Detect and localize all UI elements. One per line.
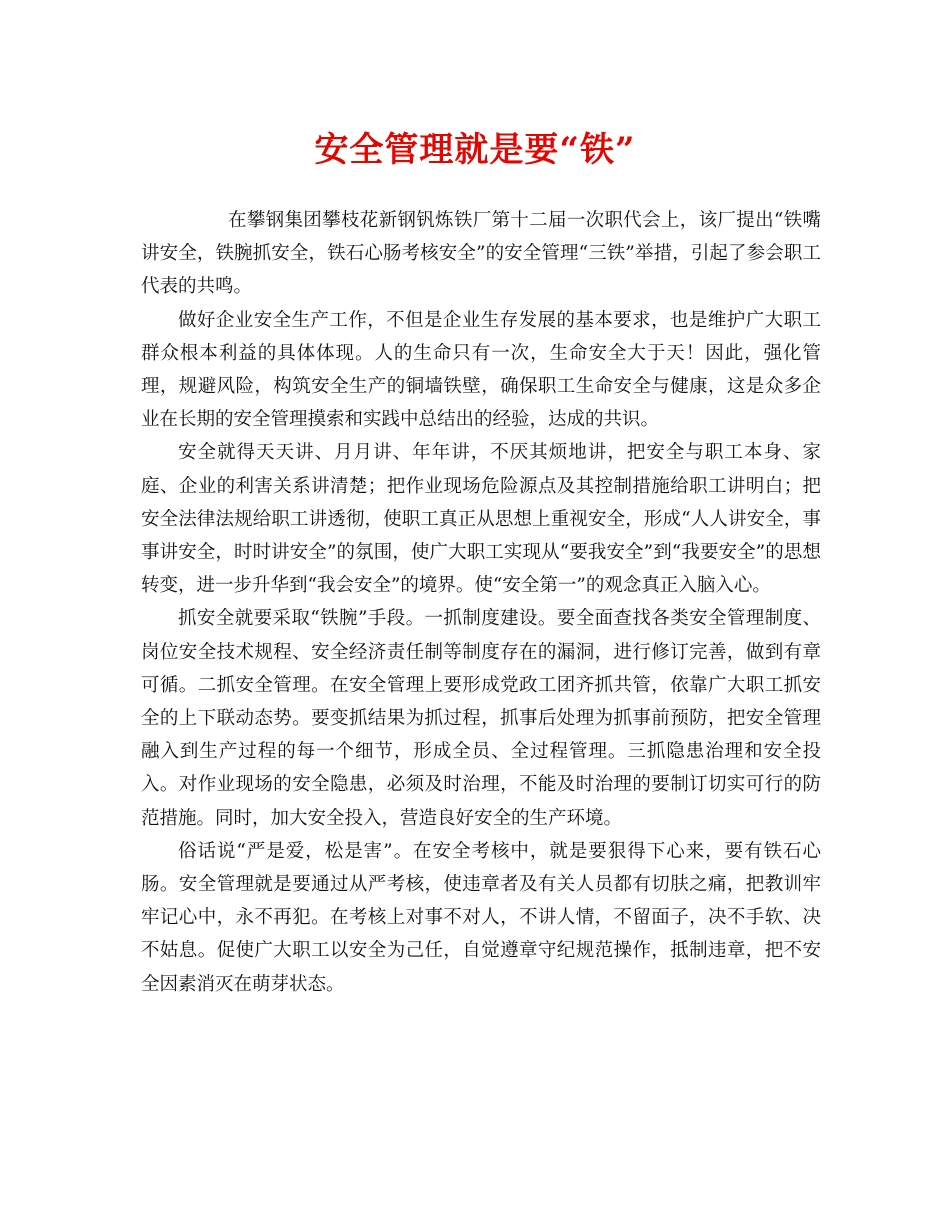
paragraph-5: 俗话说“严是爱，松是害”。在安全考核中，就是要狠得下心来，要有铁石心肠。安全管理就是要通过从严考核，使违章者及有关人员都有切肤之痛，把教训牢牢记心中，永不再犯。在考核上对事不对人，不讲人情，不留面子，决不手软、决不姑息。促使广大职工以安全为己任，自觉遵章守纪规范操作，抵制违章，把不安全因素消灭在萌芽状态。 [141,840,821,995]
paragraph-2: 做好企业安全生产工作，不但是企业生存发展的基本要求，也是维护广大职工群众根本利益的具体体现。人的生命只有一次，生命安全大于天！因此，强化管理，规避风险，构筑安全生产的铜墙铁壁，确保职工生命安全与健康，这是众多企业在长期的安全管理摸索和实践中总结出的经验，达成的共识。 [141,309,821,431]
paragraph-4: 抓安全就要采取“铁腕”手段。一抓制度建设。要全面查找各类安全管理制度、岗位安全技术规程、安全经济责任制等制度存在的漏洞，进行修订完善，做到有章可循。二抓安全管理。在安全管理上要形成党政工团齐抓共管，依靠广大职工抓安全的上下联动态势。要变抓结果为抓过程，抓事后处理为抓事前预防，把安全管理融入到生产过程的每一个细节，形成全员、全过程管理。三抓隐患治理和安全投入。对作业现场的安全隐患，必须及时治理，不能及时治理的要制订切实可行的防范措施。同时，加大安全投入，营造良好安全的生产环境。 [141,608,821,829]
paragraph-1: 在攀钢集团攀枝花新钢钒炼铁厂第十二届一次职代会上，该厂提出“铁嘴讲安全，铁腕抓安全，铁石心肠考核安全”的安全管理“三铁”举措，引起了参会职工代表的共鸣。 [141,210,821,298]
document-title: 安全管理就是要“铁” [314,130,636,170]
paragraph-3: 安全就得天天讲、月月讲、年年讲，不厌其烦地讲，把安全与职工本身、家庭、企业的利害关系讲清楚；把作业现场危险源点及其控制措施给职工讲明白；把安全法律法规给职工讲透彻，使职工真正从思想上重视安全，形成“人人讲安全，事事讲安全，时时讲安全”的氛围，使广大职工实现从“要我安全”到“我要安全”的思想转变，进一步升华到“我会安全”的境界。使“安全第一”的观念真正入脑入心。 [141,442,821,597]
document-body [141,204,821,1001]
